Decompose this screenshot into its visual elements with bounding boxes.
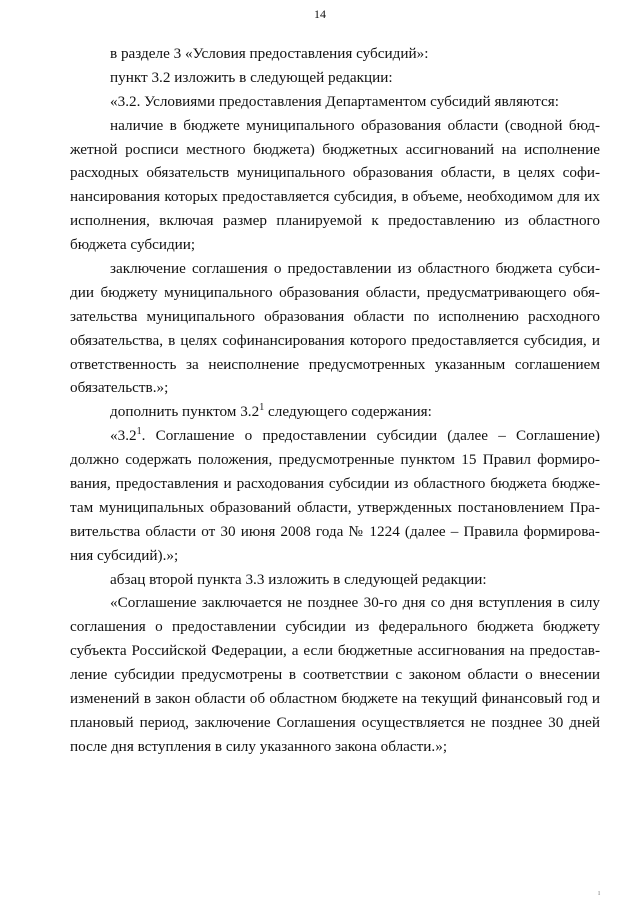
superscript: 1 — [136, 426, 142, 438]
text-line: наличие в бюджете муниципального образования области (сводной бюд- — [110, 116, 600, 134]
text-line: пункт 3.2 изложить в следующей редакции: — [110, 68, 393, 86]
text-line: исполнения, включая размер планируемой к предоставлению из областного — [70, 212, 600, 230]
text-line: ление субсидии предусмотрены в соответствии с законом области о внесении — [70, 666, 600, 684]
superscript: 1 — [259, 402, 265, 414]
text-segment: следующего содержания: — [264, 403, 432, 421]
text-line: после дня вступления в силу указанного закона области.»; — [70, 737, 448, 755]
text-line: ответственность за неисполнение предусмотренных указанным соглашением — [70, 355, 600, 373]
text-line: жетной росписи местного бюджета) бюджетных ассигнований на исполнение — [70, 140, 600, 158]
text-line: соглашения о предоставлении субсидии из федерального бюджета бюджету — [70, 618, 600, 636]
document-body — [70, 42, 600, 759]
text-line: абзац второй пункта 3.3 изложить в следующей редакции: — [110, 570, 487, 588]
text-segment: . Соглашение о предоставлении субсидии (далее – Соглашение) — [141, 427, 600, 445]
text-line: расходных обязательств муниципального образования области, в целях софи- — [70, 164, 600, 182]
text-line: нансирования которых предоставляется субсидия, в объеме, необходимом для их — [70, 188, 600, 206]
text-line: вительства области от 30 июня 2008 года № 1224 (далее – Правила формирова- — [70, 522, 600, 540]
text-line: заключение соглашения о предоставлении из областного бюджета субси- — [110, 260, 600, 278]
text-line: «Соглашение заключается не позднее 30-го дня со дня вступления в силу — [110, 594, 600, 612]
text-segment: «3.2 — [110, 427, 137, 445]
text-line: изменений в закон области об областном бюджете на текущий финансовый год и — [70, 690, 600, 708]
text-line: бюджета субсидии; — [70, 236, 196, 254]
text-line: вания, предоставления и расходования субсидии из областного бюджета бюдже- — [70, 475, 600, 493]
text-line: зательства муниципального образования области по исполнению расходного — [70, 307, 600, 325]
text-segment: дополнить пунктом 3.2 — [110, 403, 260, 421]
text-line: дии бюджету муниципального образования области, предусматривающего обя- — [70, 283, 600, 301]
text-line — [70, 424, 600, 448]
text-line: «3.2. Условиями предоставления Департаментом субсидий являются: — [110, 92, 559, 110]
text-line: должно содержать положения, предусмотренные пунктом 15 Правил формиро- — [70, 451, 600, 469]
text-line: в разделе 3 «Условия предоставления субсидий»: — [110, 45, 429, 62]
text-line: ния субсидий).»; — [70, 546, 179, 564]
page-number: 14 — [314, 7, 326, 21]
text-line: обязательства, в целях софинансирования которого предоставляется субсидия, и — [70, 331, 600, 349]
text-line: обязательств.»; — [70, 379, 169, 397]
text-line: плановый период, заключение Соглашения осуществляется не позднее 30 дней — [70, 713, 600, 731]
text-line: субъекта Российской Федерации, а если бюджетные ассигнования на предостав- — [70, 642, 600, 660]
text-line: там муниципальных образований области, утвержденных постановлением Пра- — [70, 498, 600, 516]
corner-mark: ı — [598, 888, 601, 897]
text-line — [70, 400, 600, 424]
